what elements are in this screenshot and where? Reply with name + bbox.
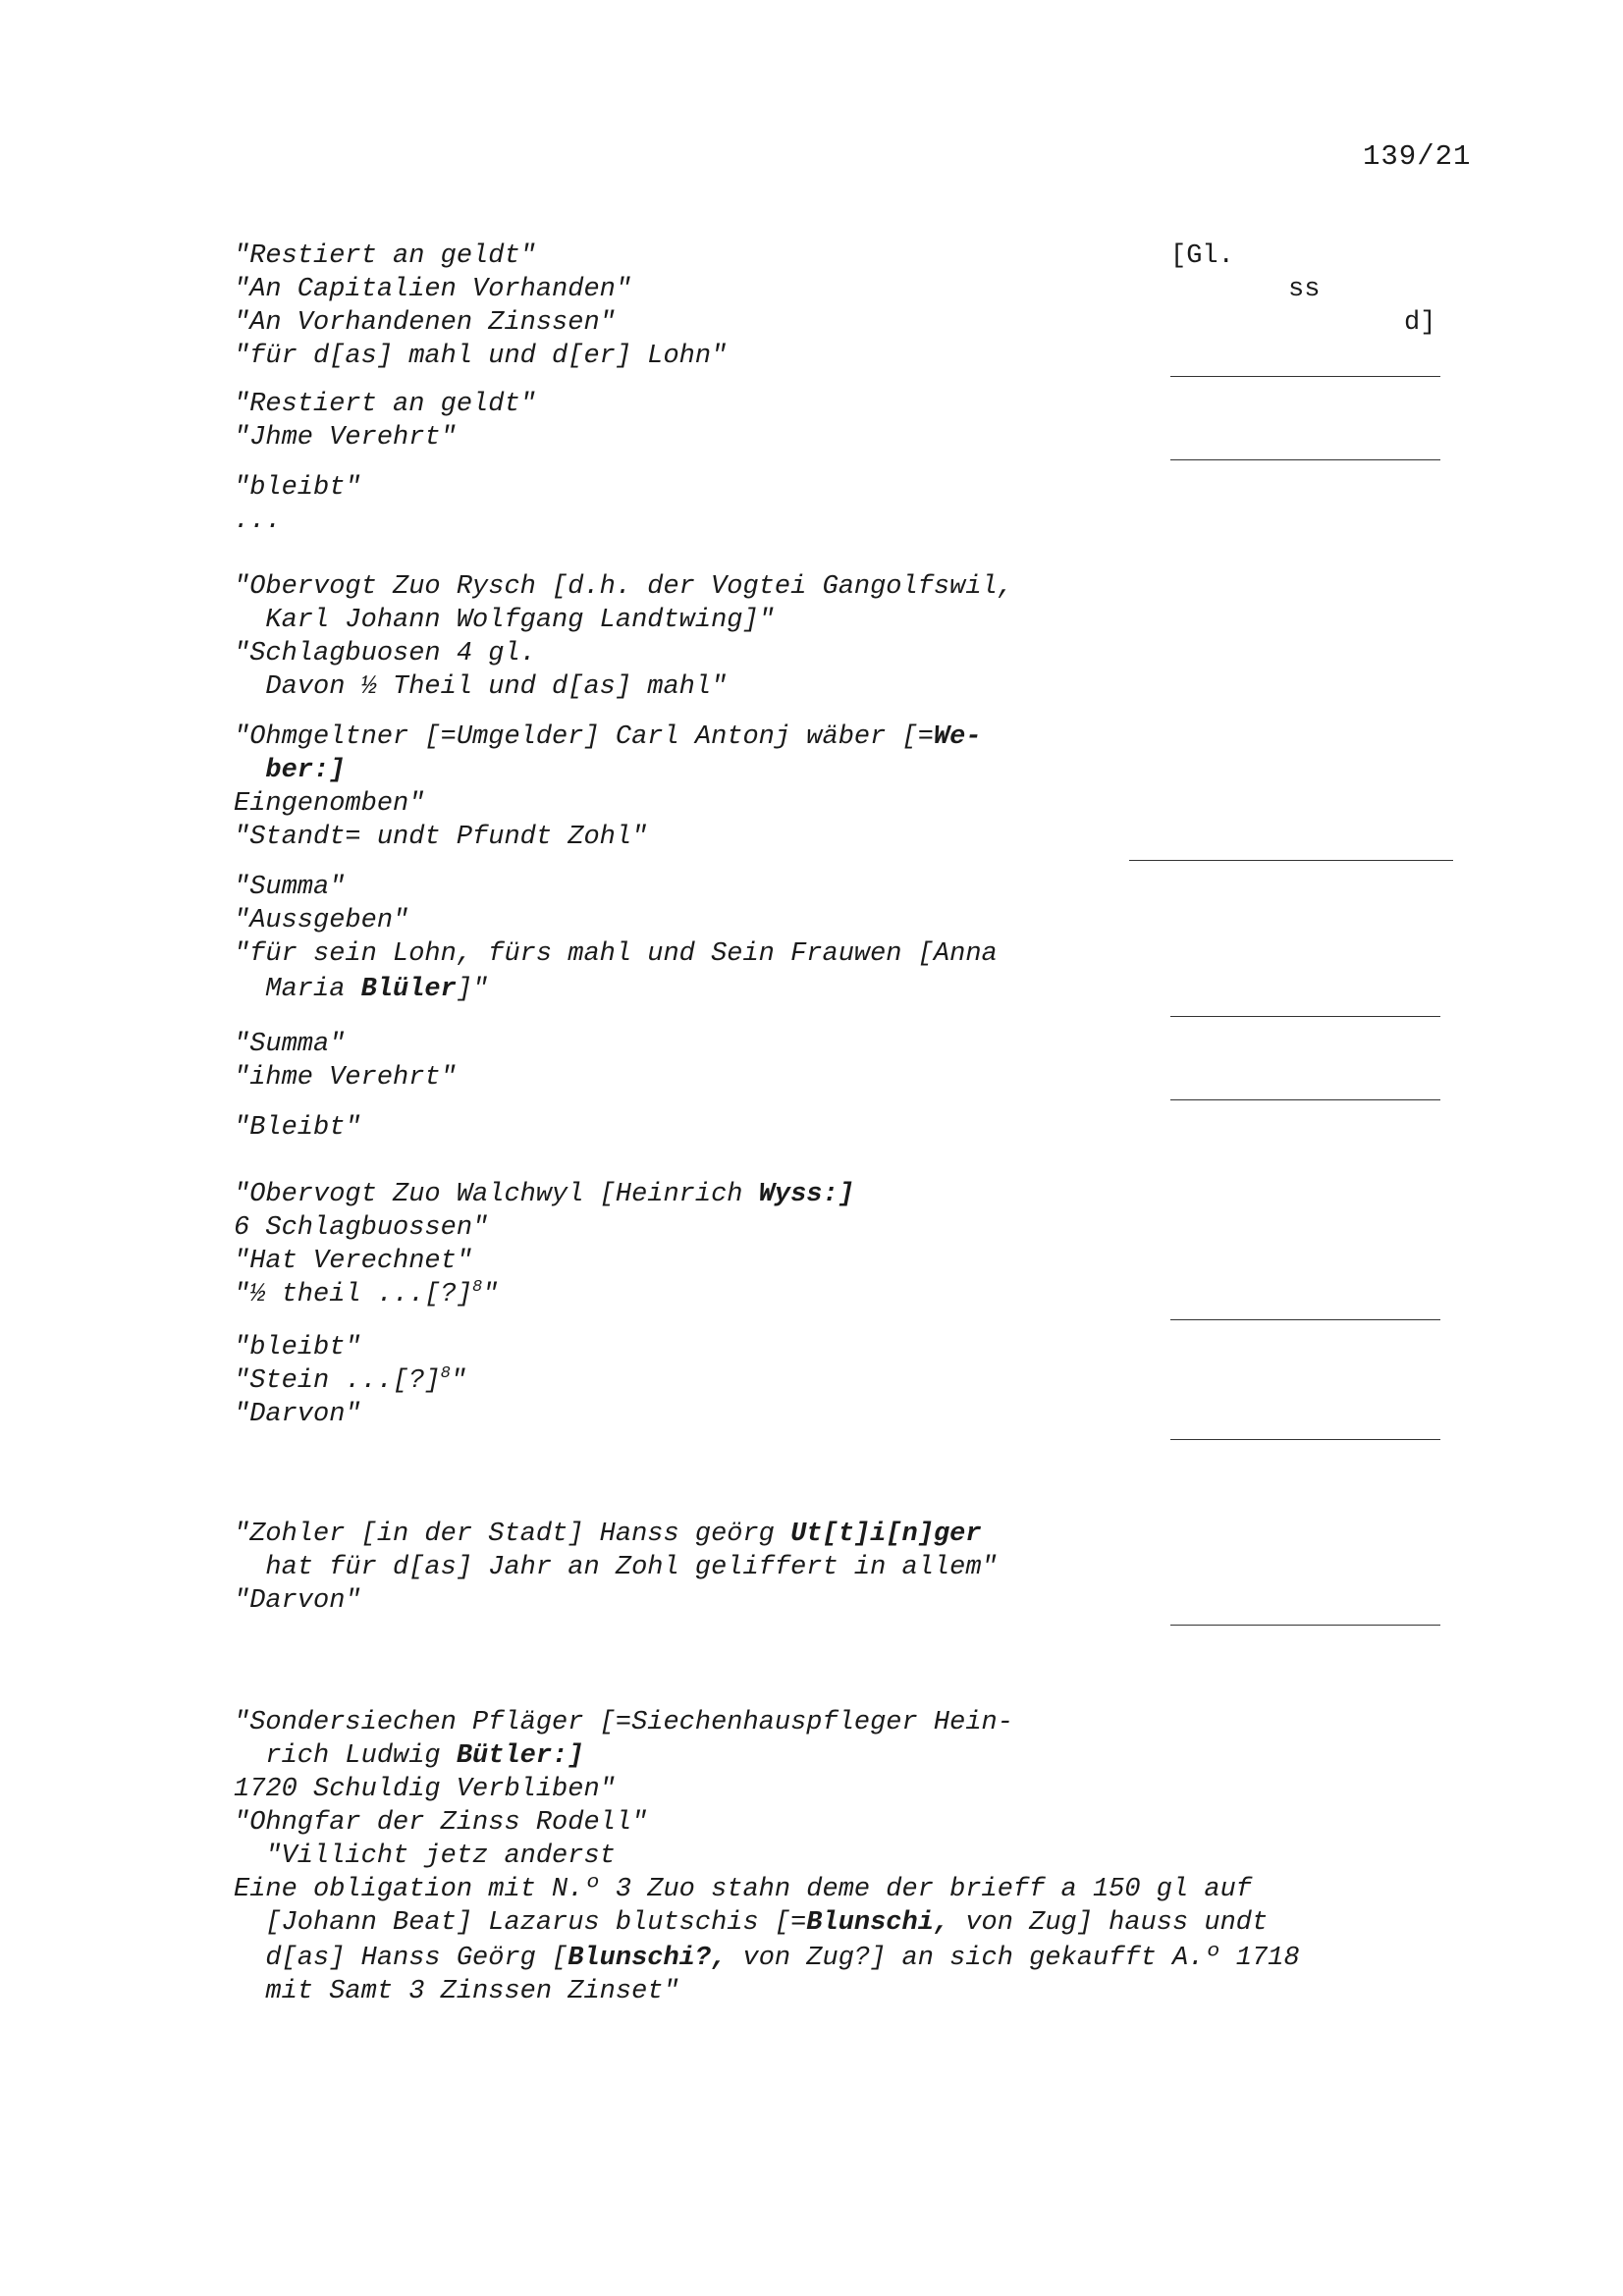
sum-rule: [1129, 860, 1453, 861]
ledger-label: "Zohler [in der Stadt] Hanss geörg Ut[t]i[n]ger: [234, 1520, 982, 1549]
ledger-label: rich Ludwig Bütler:]: [234, 1741, 584, 1771]
ledger-label: Davon ½ Theil und d[as] mahl": [234, 672, 728, 702]
ledger-label: Maria Blüler]": [234, 975, 489, 1004]
ledger-label: "Hat Verechnet": [234, 1247, 473, 1276]
column-header-d: d]: [1404, 308, 1436, 338]
ledger-label: "Restiert an geldt": [234, 390, 536, 419]
ledger-label: "Jhme Verehrt": [234, 423, 457, 453]
sum-rule: [1170, 1319, 1440, 1320]
ledger-label: "für sein Lohn, fürs mahl und Sein Frauwen [Anna: [234, 939, 998, 969]
sum-rule: [1170, 1625, 1440, 1626]
ledger-label: "Obervogt Zuo Rysch [d.h. der Vogtei Gangolfswil,: [234, 572, 1013, 602]
ledger-label: 1720 Schuldig Verbliben": [234, 1775, 616, 1804]
sum-rule: [1170, 1439, 1440, 1440]
ledger-label: hat für d[as] Jahr an Zohl geliffert in allem": [234, 1553, 998, 1582]
ledger-label: "bleibt": [234, 1333, 361, 1362]
ledger-label: "½ theil ...[?]$^8$": [234, 1278, 499, 1309]
ledger-label: "Obervogt Zuo Walchwyl [Heinrich Wyss:]: [234, 1180, 854, 1209]
ledger-label: Eine obligation mit N.º 3 Zuo stahn deme der brieff a 150 gl auf: [234, 1875, 1252, 1904]
page-number: 139/21: [1363, 140, 1472, 173]
ledger-label: mit Samt 3 Zinssen Zinset": [234, 1977, 679, 2006]
ledger-label: "Ohngfar der Zinss Rodell": [234, 1808, 648, 1838]
ledger-label: "für d[as] mahl und d[er] Lohn": [234, 342, 728, 371]
sum-rule: [1170, 459, 1440, 460]
ledger-label: "bleibt": [234, 473, 361, 503]
ledger-label: 6 Schlagbuossen": [234, 1213, 489, 1243]
ledger-label: [Johann Beat] Lazarus blutschis [=Blunschi, von Zug] hauss undt: [234, 1908, 1269, 1938]
ledger-label: "Standt= undt Pfundt Zohl": [234, 823, 648, 852]
column-header-ss: ss: [1288, 275, 1321, 304]
ledger-label: "Ohmgeltner [=Umgelder] Carl Antonj wäber [=We-: [234, 722, 982, 752]
ledger-label: "Darvon": [234, 1400, 361, 1429]
ledger-label: d[as] Hanss Geörg [Blunschi?, von Zug?] an sich gekaufft A.º 1718: [234, 1944, 1300, 1973]
ledger-label: "ihme Verehrt": [234, 1063, 457, 1093]
ledger-label: "An Capitalien Vorhanden": [234, 275, 632, 304]
ledger-label: "Darvon": [234, 1586, 361, 1616]
ledger-label: "Restiert an geldt": [234, 241, 536, 271]
ledger-label: "Sondersiechen Pfläger [=Siechenhauspfleger Hein-: [234, 1708, 1013, 1737]
ledger-label: "Bleibt": [234, 1113, 361, 1143]
ledger-label: "Stein ...[?]$^8$": [234, 1364, 467, 1396]
ledger-label: "Schlagbuosen 4 gl.: [234, 639, 536, 668]
ledger-label: "Summa": [234, 1030, 346, 1059]
ledger-label: "Summa": [234, 873, 346, 902]
ledger-label: ...: [234, 507, 282, 536]
ledger-label: "An Vorhandenen Zinssen": [234, 308, 616, 338]
ledger-label: ber:]: [265, 756, 346, 785]
ledger-label: "Villicht jetz anderst: [234, 1842, 616, 1871]
sum-rule: [1170, 1099, 1440, 1100]
sum-rule: [1170, 1016, 1440, 1017]
ledger-label: "Aussgeben": [234, 906, 409, 935]
ledger-label: Eingenomben": [234, 789, 425, 819]
sum-rule: [1170, 376, 1440, 377]
ledger-label: Karl Johann Wolfgang Landtwing]": [234, 606, 775, 635]
column-header-gl: [Gl.: [1170, 241, 1234, 271]
